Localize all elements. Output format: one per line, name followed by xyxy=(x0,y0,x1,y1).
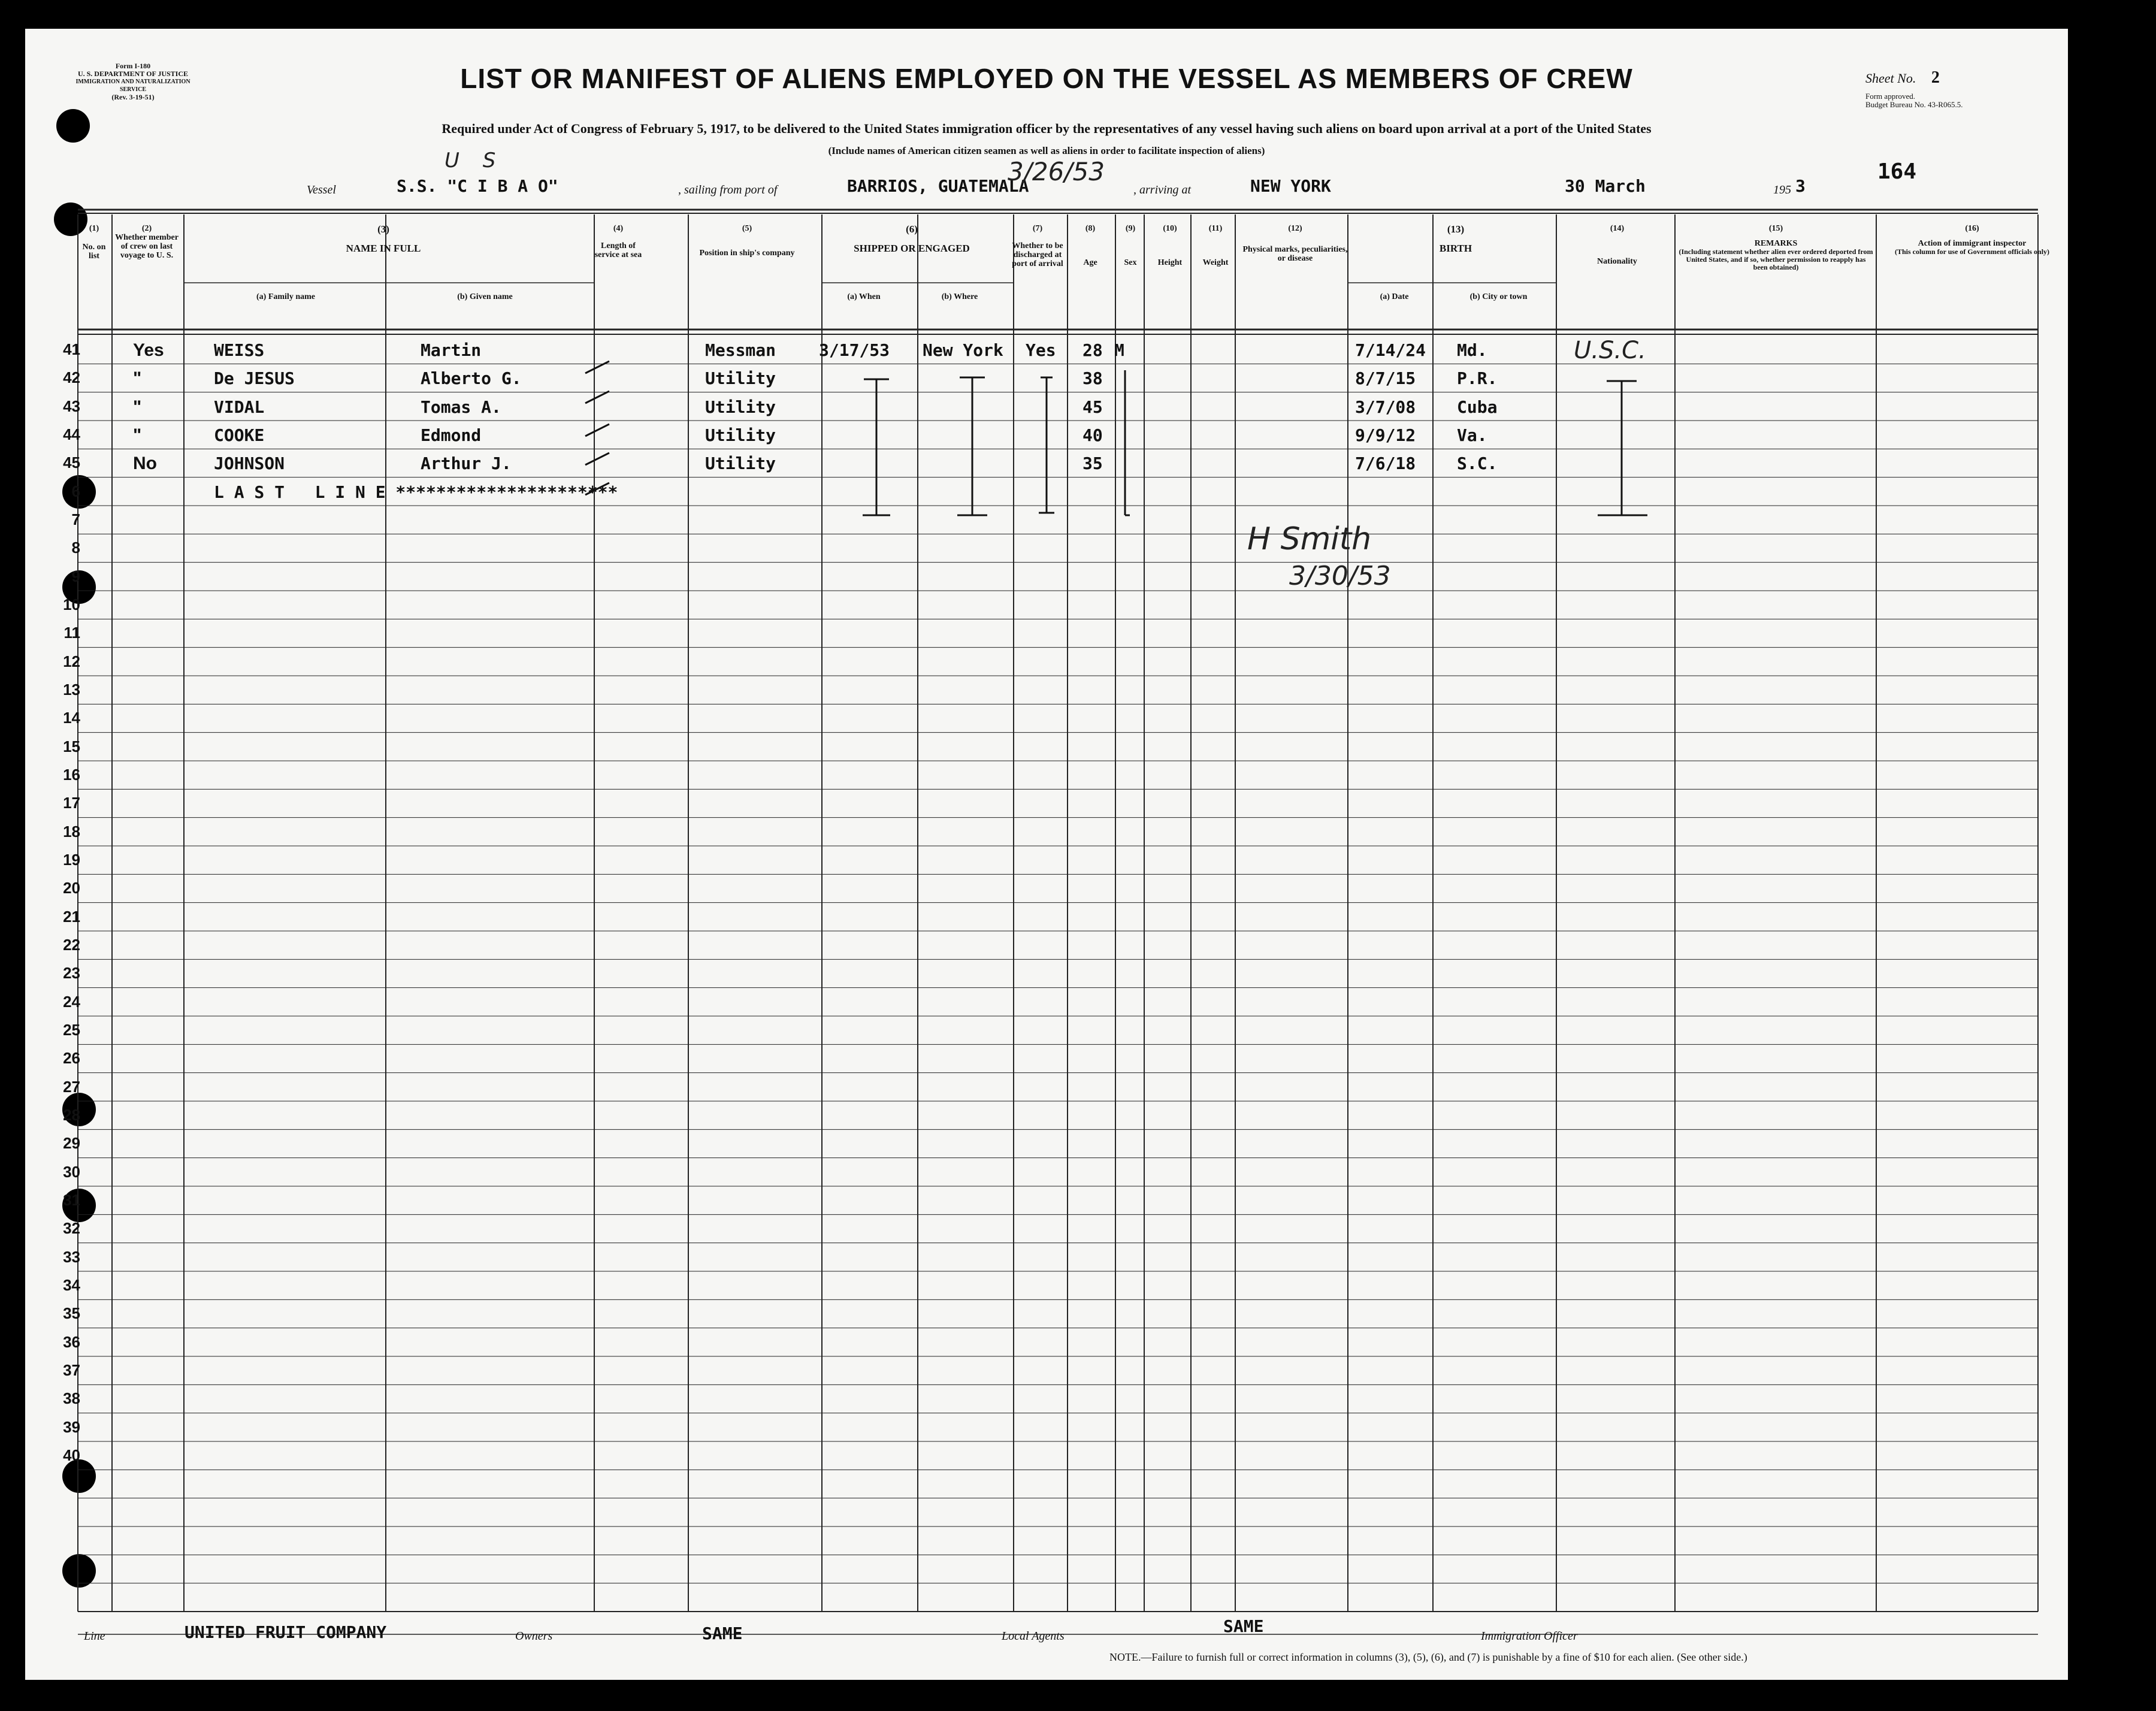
footer-note: NOTE.—Failure to furnish full or correct information in columns (3), (5), (6), and (7) is punishable by a fine of $10 for each alien. (See other side.) xyxy=(1109,1651,1747,1663)
position-cell: Messman xyxy=(705,340,776,360)
age-cell: 28 xyxy=(1082,340,1103,360)
shipped-when-cell: 3/17/53 xyxy=(819,340,890,360)
given-name-cell: Tomas A. xyxy=(421,397,501,417)
ditto-bracket-nationality xyxy=(1598,381,1647,515)
row-number: 23 xyxy=(63,964,80,983)
birth-place-cell: P.R. xyxy=(1457,368,1498,389)
sailing-port: BARRIOS, GUATEMALA xyxy=(847,176,1029,196)
owners-label: Owners xyxy=(515,1630,553,1643)
revision: (Rev. 3-19-51) xyxy=(111,93,155,101)
last-voyage-cell: No xyxy=(133,454,157,474)
row-number: 44 xyxy=(63,425,80,443)
service: IMMIGRATION AND NATURALIZATION SERVICE xyxy=(75,78,190,93)
row-number: 9 xyxy=(71,567,80,585)
budget-number: Budget Bureau No. 43-R065.5. xyxy=(1865,100,1963,109)
birth-place-cell: Md. xyxy=(1457,340,1487,360)
agents-value: SAME xyxy=(1223,1616,1264,1636)
age-cell: 45 xyxy=(1082,397,1103,417)
col12-header: (12) Physical marks, peculiarities, or disease xyxy=(1242,224,1348,263)
ditto-bracket-when xyxy=(863,379,890,515)
arriving-label: , arriving at xyxy=(1133,183,1192,197)
row-number: 25 xyxy=(63,1021,80,1039)
col8-header: (8) Age xyxy=(1083,224,1097,267)
form-approved: Form approved. xyxy=(1865,92,1916,101)
arriving-port: NEW YORK xyxy=(1250,176,1331,196)
position-cell: Utility xyxy=(705,425,776,445)
row-number: 38 xyxy=(63,1389,80,1408)
birth-date-cell: 9/9/12 xyxy=(1355,425,1416,445)
family-name-cell: De JESUS xyxy=(214,368,295,389)
vessel-name: S.S. "C I B A O" xyxy=(397,176,558,196)
age-cell: 40 xyxy=(1082,425,1103,445)
last-voyage-cell: " xyxy=(133,397,142,417)
age-cell: 38 xyxy=(1082,368,1103,389)
col14-header: (14) Nationality xyxy=(1597,224,1637,266)
row-number: 24 xyxy=(63,992,80,1011)
row-number: 32 xyxy=(63,1219,80,1238)
position-cell: Utility xyxy=(705,454,776,474)
row-number: 8 xyxy=(71,539,80,557)
col4-header: (4) Length of service at sea xyxy=(594,224,642,259)
col5-header: (5) Position in ship's company xyxy=(699,224,795,258)
row-number: 41 xyxy=(63,340,80,358)
officer-label: Immigration Officer xyxy=(1481,1630,1578,1643)
given-name-cell: Martin xyxy=(421,340,482,360)
required-statement: Required under Act of Congress of February 5, 1917, to be delivered to the United States immigration officer by the representatives of any vessel having such aliens on board upon arrival at a port of the United States xyxy=(442,121,1652,136)
line-value: UNITED FRUIT COMPANY xyxy=(185,1622,387,1642)
owners-value: SAME xyxy=(702,1624,743,1643)
birth-date-cell: 7/6/18 xyxy=(1355,454,1416,474)
col13a-header: (a) Date xyxy=(1380,292,1409,301)
vessel-label: Vessel xyxy=(307,183,336,197)
ditto-brackets xyxy=(25,29,2068,1680)
family-name-cell: VIDAL xyxy=(214,397,265,417)
birth-date-cell: 8/7/15 xyxy=(1355,368,1416,389)
last-line-marker: L A S T L I N E ********************** xyxy=(214,482,618,502)
last-voyage-cell: " xyxy=(133,368,142,389)
inspector-signature: H Smith xyxy=(1247,521,1372,557)
sheet-value: 2 xyxy=(1931,68,1940,87)
birth-date-cell: 7/14/24 xyxy=(1355,340,1426,360)
col6b-header: (b) Where xyxy=(941,292,978,301)
row-number: 7 xyxy=(71,510,80,528)
vessel-handwritten: U S xyxy=(444,149,504,173)
col1-header: (1) No. on list xyxy=(82,224,106,261)
row-number: 29 xyxy=(63,1134,80,1153)
shipped-where-cell: New York xyxy=(923,340,1003,360)
department: U. S. DEPARTMENT OF JUSTICE xyxy=(77,69,189,78)
family-name-cell: JOHNSON xyxy=(214,454,285,474)
manifest-sheet xyxy=(25,29,2068,1680)
line-label: Line xyxy=(84,1630,105,1643)
col3a-header: (a) Family name xyxy=(256,292,315,301)
ditto-bracket-sex xyxy=(1125,370,1130,515)
col2-header: (2) Whether member of crew on last voyage to U. S. xyxy=(115,224,179,260)
family-name-cell: COOKE xyxy=(214,425,265,445)
discharged-cell: Yes xyxy=(1026,340,1056,360)
col6a-header: (a) When xyxy=(847,292,881,301)
last-voyage-cell: Yes xyxy=(133,340,164,360)
last-voyage-cell: " xyxy=(133,425,142,445)
given-name-cell: Arthur J. xyxy=(421,454,512,474)
row-number: 19 xyxy=(63,851,80,869)
row-number: 21 xyxy=(63,907,80,926)
year-prefix: 195 xyxy=(1773,183,1791,197)
row-number: 15 xyxy=(63,737,80,755)
row-number: 39 xyxy=(63,1417,80,1436)
row-number: 27 xyxy=(63,1077,80,1096)
col10-header: (10) Height xyxy=(1157,224,1183,267)
row-number: 45 xyxy=(63,454,80,472)
row-number: 37 xyxy=(63,1361,80,1379)
form-number: Form I-180 xyxy=(115,62,151,70)
col3b-header: (b) Given name xyxy=(457,292,513,301)
row-number: 33 xyxy=(63,1247,80,1266)
row-number: 11 xyxy=(63,624,80,642)
row-number: 28 xyxy=(63,1106,80,1124)
birth-date-cell: 3/7/08 xyxy=(1355,397,1416,417)
arrival-date: 30 March xyxy=(1565,176,1646,196)
nationality-cell: U.S.C. xyxy=(1574,337,1646,364)
row-number: 26 xyxy=(63,1049,80,1068)
age-cell: 35 xyxy=(1082,454,1103,474)
row-number: 10 xyxy=(63,595,80,613)
row-number: 12 xyxy=(63,652,80,670)
row-number: 13 xyxy=(63,681,80,699)
given-name-cell: Alberto G. xyxy=(421,368,522,389)
col13-header: (13) BIRTH xyxy=(1439,223,1472,254)
position-cell: Utility xyxy=(705,397,776,417)
row-number: 16 xyxy=(63,766,80,784)
ditto-bracket-discharged xyxy=(1039,377,1054,513)
ditto-bracket-where xyxy=(957,377,987,515)
port-date-handwritten: 3/26/53 xyxy=(1008,157,1105,186)
inspector-date: 3/30/53 xyxy=(1289,561,1391,591)
col9-header: (9) Sex xyxy=(1124,224,1137,267)
row-number: 40 xyxy=(63,1446,80,1464)
agents-label: Local Agents xyxy=(1002,1630,1065,1643)
col3-header: (3) NAME IN FULL xyxy=(346,223,421,254)
row-number: 22 xyxy=(63,936,80,954)
given-name-cell: Edmond xyxy=(421,425,482,445)
row-number: 6 xyxy=(71,482,80,500)
col13b-header: (b) City or town xyxy=(1469,292,1528,301)
birth-place-cell: Cuba xyxy=(1457,397,1498,417)
row-number: 14 xyxy=(63,709,80,727)
row-number: 34 xyxy=(63,1276,80,1294)
year-suffix: 3 xyxy=(1795,176,1806,196)
col7-header: (7) Whether to be discharged at port of arrival xyxy=(1012,224,1063,268)
row-number: 36 xyxy=(63,1332,80,1351)
row-number: 30 xyxy=(63,1162,80,1181)
include-note: (Include names of American citizen seamen as well as aliens in order to facilitate inspection of aliens) xyxy=(828,145,1265,156)
row-number: 17 xyxy=(63,794,80,812)
page-number: 164 xyxy=(1877,159,1917,184)
col15-header: (15) REMARKS (Including statement whether alien ever ordered deported from United States, and if so, whether permission to reapply has been obtained) xyxy=(1679,224,1873,271)
col16-header: (16) Action of immigrant inspector (This column for use of Government officials only) xyxy=(1894,224,2050,256)
birth-place-cell: S.C. xyxy=(1457,454,1498,474)
sex-cell: M xyxy=(1114,340,1124,360)
row-number: 18 xyxy=(63,822,80,841)
position-cell: Utility xyxy=(705,368,776,389)
row-number: 42 xyxy=(63,368,80,387)
page-title: LIST OR MANIFEST OF ALIENS EMPLOYED ON THE VESSEL AS MEMBERS OF CREW xyxy=(460,63,1633,94)
family-name-cell: WEISS xyxy=(214,340,265,360)
col11-header: (11) Weight xyxy=(1202,224,1229,267)
sheet-label: Sheet No. xyxy=(1865,71,1916,86)
row-number: 31 xyxy=(63,1191,80,1209)
row-number: 35 xyxy=(63,1304,80,1323)
birth-place-cell: Va. xyxy=(1457,425,1487,445)
row-number: 43 xyxy=(63,397,80,415)
row-number: 20 xyxy=(63,879,80,897)
sailing-label: , sailing from port of xyxy=(678,183,778,197)
service-ticks xyxy=(585,361,609,495)
col6-header: (6) SHIPPED OR ENGAGED xyxy=(854,223,970,254)
